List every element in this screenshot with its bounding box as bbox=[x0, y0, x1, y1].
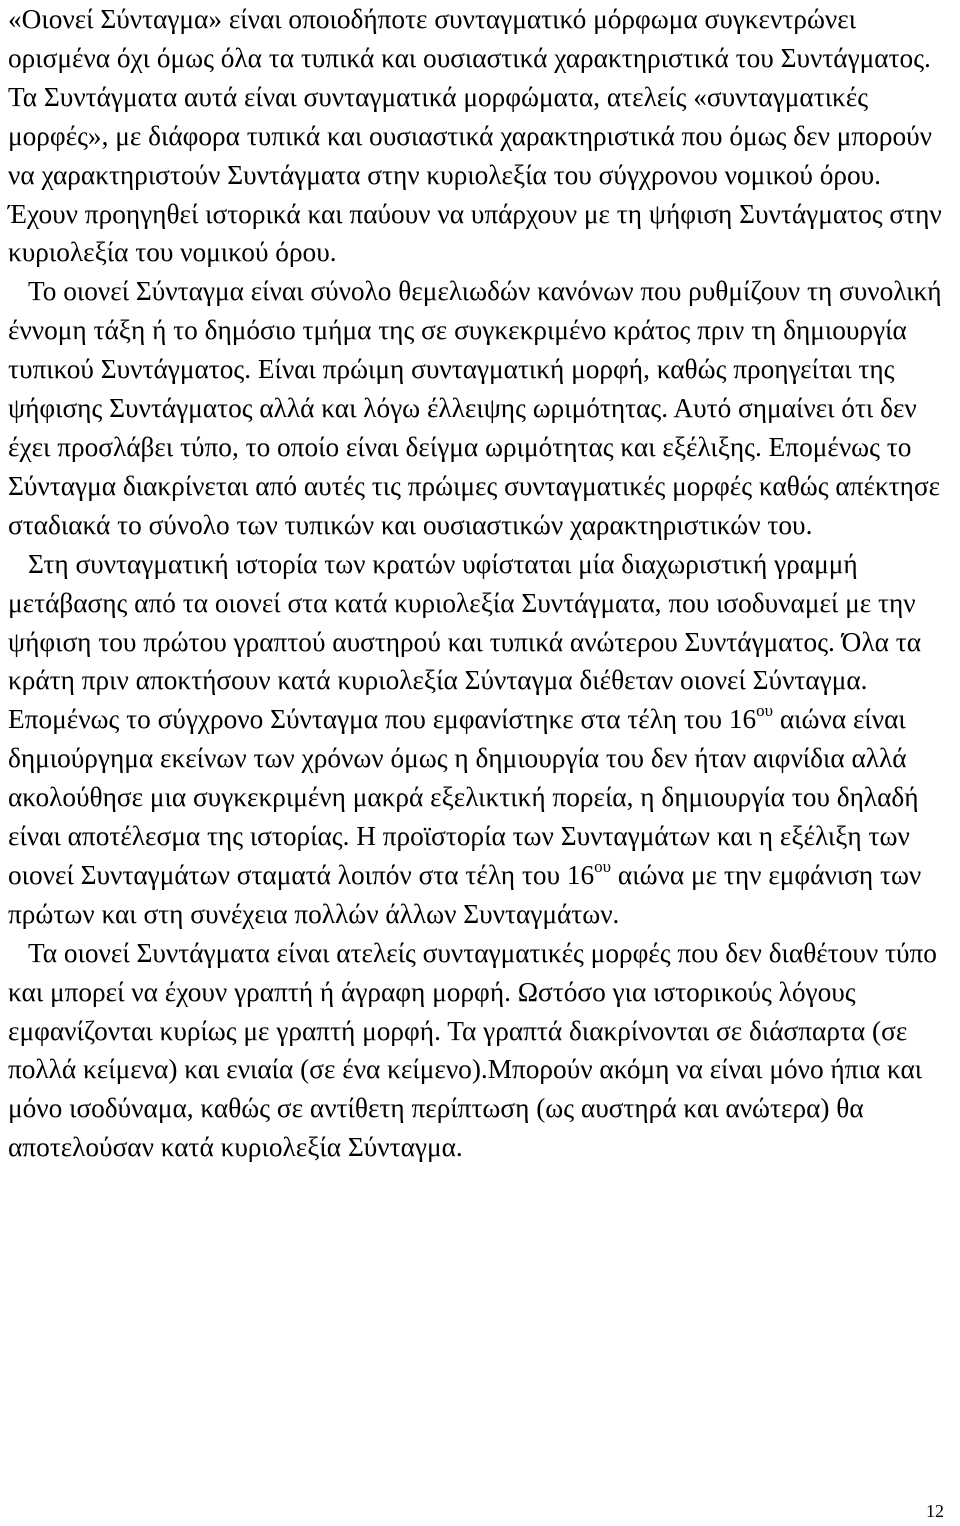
ordinal-superscript: ου bbox=[756, 701, 774, 721]
paragraph-3-text-a: Στη συνταγματική ιστορία των κρατών υφίσταται μία διαχωριστική γραμμή μετάβασης από τα οιονεί στα κατά κυριολεξία Συντάγματα, που ισοδυναμεί με την ψήφιση του πρώτου γραπτού αυστηρού και τυπικά ανώτερου Συντάγματος. Όλα τα κράτη πριν αποκτήσουν κατά κυριολεξία Σύνταγμα διέθεταν οιονεί Σύνταγμα. Επομένως το σύγχρονο Σύνταγμα που εμφανίστηκε στα τέλη του 16 bbox=[8, 548, 921, 735]
paragraph-1-text: «Οιονεί Σύνταγμα» είναι οποιοδήποτε συνταγματικό μόρφωμα συγκεντρώνει ορισμένα όχι όμως όλα τα τυπικά και ουσιαστικά χαρακτηριστικά του Συντάγματος. Τα Συντάγματα αυτά είναι συνταγματικά μορφώματα, ατελείς «συνταγματικές μορφές», με διάφορα τυπικά και ουσιαστικά χαρακτηριστικά που όμως δεν μπορούν να χαρακτηριστούν Συντάγματα στην κυριολεξία του σύγχρονου νομικού όρου. Έχουν προηγηθεί ιστορικά και παύουν να υπάρχουν με τη ψήφιση Συντάγματος στην κυριολεξία του νομικού όρου. bbox=[8, 4, 942, 268]
ordinal-superscript: ου bbox=[594, 856, 612, 876]
paragraph-4-text: Τα οιονεί Συντάγματα είναι ατελείς συνταγματικές μορφές που δεν διαθέτουν τύπο και μπορεί να έχουν γραπτή ή άγραφη μορφή. Ωστόσο για ιστορικούς λόγους εμφανίζονται κυρίως με γραπτή μορφή. Τα γραπτά διακρίνονται σε διάσπαρτα (σε πολλά κείμενα) και ενιαία (σε ένα κείμενο).Μπορούν ακόμη να είναι μόνο ήπια και μόνο ισοδύναμα, καθώς σε αντίθετη περίπτωση (ως αυστηρά και ανώτερα) θα αποτελούσαν κατά κυριολεξία Σύνταγμα. bbox=[8, 937, 937, 1163]
paragraph-3-text-c: αιώνα με την εμφάνιση των πρώτων και στη συνέχεια πολλών άλλων Συνταγμάτων. bbox=[8, 859, 922, 929]
document-page bbox=[8, 0, 954, 1167]
paragraph-2-text: Το οιονεί Σύνταγμα είναι σύνολο θεμελιωδών κανόνων που ρυθμίζουν τη συνολική έννομη τάξη ή το δημόσιο τμήμα της σε συγκεκριμένο κράτος πριν τη δημιουργία τυπικού Συντάγματος. Είναι πρώιμη συνταγματική μορφή, καθώς προηγείται της ψήφισης Συντάγματος αλλά και λόγω έλλειψης ωριμότητας. Αυτό σημαίνει ότι δεν έχει προσλάβει τύπο, το οποίο είναι δείγμα ωριμότητας και εξέλιξης. Επομένως το Σύνταγμα διακρίνεται από αυτές τις πρώιμες συνταγματικές μορφές καθώς απέκτησε σταδιακά το σύνολο των τυπικών και ουσιαστικών χαρακτηριστικών του. bbox=[8, 276, 942, 540]
paragraph-4 bbox=[8, 934, 954, 1167]
paragraph-3-text-b: αιώνα είναι δημιούργημα εκείνων των χρόνων όμως η δημιουργία του δεν ήταν αιφνίδια αλλά ακολούθησε μια συγκεκριμένη μακρά εξελικτική πορεία, η δημιουργία του δηλαδή είναι αποτέλεσμα της ιστορίας. Η προϊστορία των Συνταγμάτων και η εξέλιξη των οιονεί Συνταγμάτων σταματά λοιπόν στα τέλη του 16 bbox=[8, 704, 919, 890]
paragraph-2 bbox=[8, 272, 954, 544]
paragraph-3 bbox=[8, 545, 954, 934]
paragraph-1 bbox=[8, 0, 954, 272]
page-number: 12 bbox=[926, 1501, 944, 1521]
